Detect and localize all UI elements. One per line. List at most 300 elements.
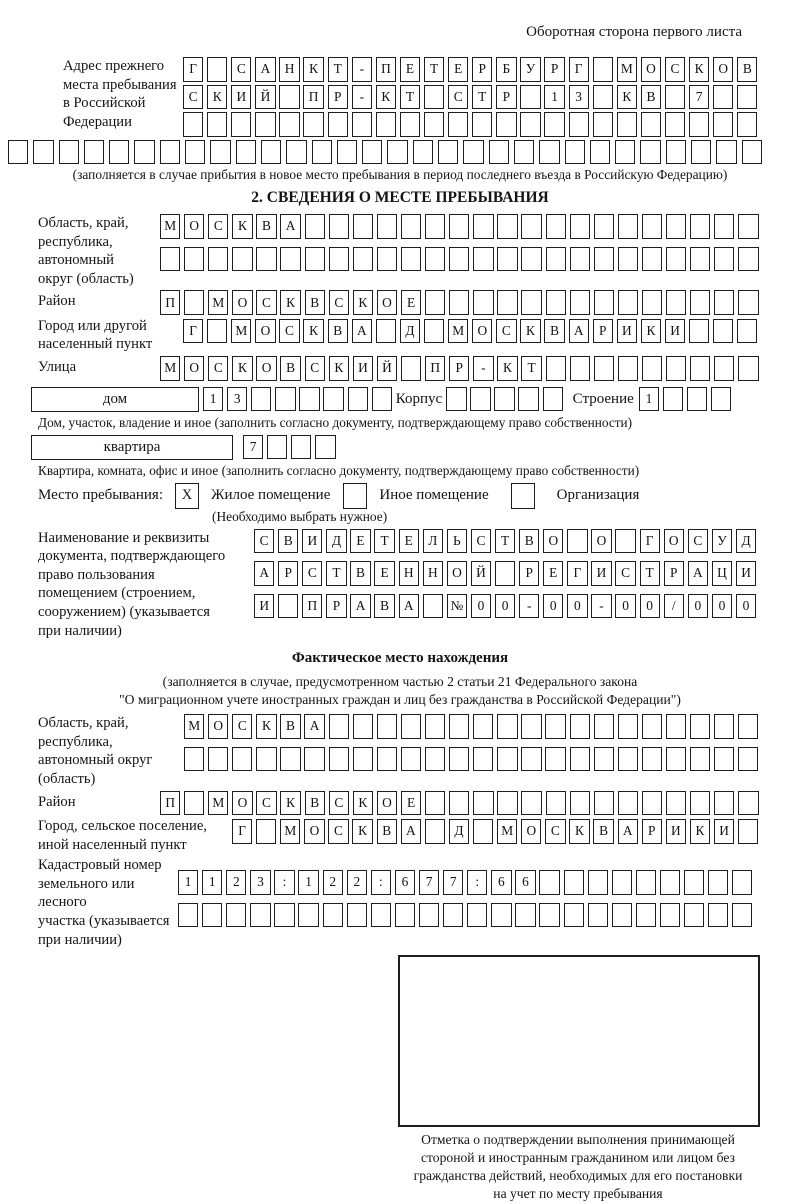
char-cell [690, 290, 710, 315]
char-cell [738, 747, 758, 772]
char-cell: И [591, 561, 611, 586]
char-cell [521, 791, 541, 816]
char-cell: 0 [471, 594, 491, 619]
char-cell [618, 791, 638, 816]
char-cell: 7 [689, 85, 709, 110]
char-cell [231, 112, 251, 137]
char-cell: Д [326, 529, 346, 554]
document-row-2 [254, 561, 760, 586]
char-cell: К [569, 819, 589, 844]
residential-checkbox-mark: X [181, 487, 193, 504]
char-cell: Р [496, 85, 516, 110]
char-cell: К [303, 319, 323, 344]
district-row [160, 290, 762, 315]
char-cell [521, 747, 541, 772]
char-cell: Р [642, 819, 662, 844]
char-cell [714, 747, 734, 772]
char-cell: О [256, 356, 276, 381]
char-cell [371, 903, 391, 928]
char-cell: А [304, 714, 324, 739]
cadastral-block [38, 856, 800, 949]
char-cell [329, 747, 349, 772]
char-cell [564, 870, 584, 895]
char-cell [660, 870, 680, 895]
char-cell: № [447, 594, 467, 619]
char-cell: В [328, 319, 348, 344]
char-cell [570, 747, 590, 772]
char-cell: Ц [712, 561, 732, 586]
char-cell [256, 747, 276, 772]
char-cell [353, 247, 373, 272]
char-cell [690, 214, 710, 239]
char-cell: О [232, 791, 252, 816]
char-cell [275, 387, 295, 412]
char-cell: А [352, 319, 372, 344]
char-cell [352, 112, 372, 137]
char-cell [593, 85, 613, 110]
char-cell: К [353, 290, 373, 315]
char-cell: 0 [567, 594, 587, 619]
apartment-cells [243, 435, 339, 460]
char-cell: 2 [226, 870, 246, 895]
prev-address-footnote: (заполняется в случае прибытия в новое место пребывания в период последнего въезда в Российскую Федерацию) [72, 167, 728, 182]
char-cell [109, 140, 129, 165]
char-cell [496, 112, 516, 137]
char-cell: С [615, 561, 635, 586]
char-cell: А [399, 594, 419, 619]
char-cell [642, 714, 662, 739]
char-cell: : [371, 870, 391, 895]
apartment-row [31, 435, 800, 460]
char-cell [210, 140, 230, 165]
char-cell [539, 870, 559, 895]
actual-district-label: Район [38, 793, 76, 810]
char-cell [665, 85, 685, 110]
char-cell: Й [255, 85, 275, 110]
cadastral-row-1 [178, 870, 756, 895]
char-cell: И [736, 561, 756, 586]
street-label: Улица [38, 359, 77, 376]
char-cell: К [689, 57, 709, 82]
char-cell: 0 [543, 594, 563, 619]
char-cell: С [329, 290, 349, 315]
char-cell [716, 140, 736, 165]
char-cell: С [254, 529, 274, 554]
char-cell: Г [183, 319, 203, 344]
char-cell: 0 [495, 594, 515, 619]
actual-region-row-2 [184, 747, 762, 772]
region-row-1 [160, 214, 762, 239]
char-cell: Й [377, 356, 397, 381]
char-cell: Т [495, 529, 515, 554]
char-cell: В [544, 319, 564, 344]
char-cell [425, 791, 445, 816]
char-cell [543, 387, 563, 412]
char-cell [424, 319, 444, 344]
char-cell: - [352, 85, 372, 110]
apartment-box: квартира [31, 435, 233, 460]
char-cell [84, 140, 104, 165]
char-cell [184, 747, 204, 772]
char-cell [636, 870, 656, 895]
char-cell: Л [423, 529, 443, 554]
region-rows [160, 214, 762, 274]
char-cell: О [543, 529, 563, 554]
char-cell [713, 319, 733, 344]
char-cell [665, 112, 685, 137]
char-cell: 2 [323, 870, 343, 895]
char-cell: Б [496, 57, 516, 82]
char-cell [202, 903, 222, 928]
district-block [38, 290, 800, 315]
char-cell [256, 247, 276, 272]
char-cell [377, 747, 397, 772]
char-cell [593, 57, 613, 82]
char-cell: А [569, 319, 589, 344]
char-cell [666, 714, 686, 739]
char-cell: С [183, 85, 203, 110]
char-cell [473, 247, 493, 272]
char-cell: Ь [447, 529, 467, 554]
document-rows [254, 529, 760, 622]
korpus-cells [446, 387, 566, 412]
char-cell [642, 214, 662, 239]
char-cell: И [302, 529, 322, 554]
char-cell [738, 791, 758, 816]
char-cell: 1 [639, 387, 659, 412]
char-cell: А [688, 561, 708, 586]
char-cell [401, 747, 421, 772]
char-cell [714, 214, 734, 239]
char-cell: Т [374, 529, 394, 554]
char-cell [618, 714, 638, 739]
char-cell [569, 112, 589, 137]
char-cell [497, 214, 517, 239]
char-cell: 0 [736, 594, 756, 619]
char-cell: У [520, 57, 540, 82]
char-cell: О [184, 214, 204, 239]
char-cell: О [377, 290, 397, 315]
char-cell [376, 112, 396, 137]
char-cell: И [666, 819, 686, 844]
char-cell: О [641, 57, 661, 82]
char-cell [470, 387, 490, 412]
char-cell [615, 529, 635, 554]
char-cell [401, 214, 421, 239]
actual-location-note: (заполняется в случае, предусмотренном частью 2 статьи 21 Федерального закона "О миграционном учете иностранных граждан и лиц без гражданства в Российской Федерации") [119, 674, 681, 707]
char-cell [690, 714, 710, 739]
cadastral-label: Кадастровый номер земельного или лесного участка (указывается при наличии) [38, 857, 170, 948]
char-cell: С [545, 819, 565, 844]
char-cell [280, 247, 300, 272]
char-cell [546, 247, 566, 272]
char-cell: 1 [298, 870, 318, 895]
char-cell [134, 140, 154, 165]
char-cell [618, 747, 638, 772]
confirmation-stamp-box [398, 955, 760, 1127]
char-cell [423, 594, 443, 619]
actual-region-rows [184, 714, 762, 774]
char-cell: Н [279, 57, 299, 82]
char-cell [738, 714, 758, 739]
char-cell: И [353, 356, 373, 381]
char-cell [687, 387, 707, 412]
actual-district-row [160, 791, 762, 816]
char-cell [663, 387, 683, 412]
residential-checkbox [175, 483, 199, 509]
char-cell [236, 140, 256, 165]
char-cell: Р [449, 356, 469, 381]
char-cell [424, 85, 444, 110]
char-cell [425, 214, 445, 239]
char-cell [520, 85, 540, 110]
char-cell [564, 903, 584, 928]
section2-title: 2. СВЕДЕНИЯ О МЕСТЕ ПРЕБЫВАНИЯ [251, 189, 549, 206]
char-cell [303, 112, 323, 137]
char-cell: Д [736, 529, 756, 554]
char-cell [347, 903, 367, 928]
char-cell [666, 791, 686, 816]
char-cell: В [278, 529, 298, 554]
char-cell [467, 903, 487, 928]
char-cell [714, 714, 734, 739]
city-block [38, 317, 800, 354]
street-row [160, 356, 762, 381]
char-cell: В [377, 819, 397, 844]
char-cell [642, 356, 662, 381]
char-cell: М [448, 319, 468, 344]
char-cell [323, 387, 343, 412]
char-cell [738, 247, 758, 272]
char-cell: О [208, 714, 228, 739]
char-cell: К [329, 356, 349, 381]
char-cell: Е [374, 561, 394, 586]
char-cell [737, 85, 757, 110]
actual-region-row-1 [184, 714, 762, 739]
char-cell [497, 791, 517, 816]
organization-option-label: Организация [556, 487, 640, 504]
char-cell [425, 747, 445, 772]
char-cell: К [256, 714, 276, 739]
char-cell: И [231, 85, 251, 110]
char-cell [642, 247, 662, 272]
char-cell: С [232, 714, 252, 739]
char-cell [617, 112, 637, 137]
prev-address-row-1 [183, 57, 761, 82]
char-cell [491, 903, 511, 928]
char-cell: С [496, 319, 516, 344]
char-cell: К [232, 214, 252, 239]
char-cell [618, 356, 638, 381]
char-cell [449, 714, 469, 739]
char-cell [593, 112, 613, 137]
char-cell: М [160, 356, 180, 381]
actual-region-block [38, 714, 800, 788]
document-row-3 [254, 594, 760, 619]
char-cell [642, 290, 662, 315]
char-cell: А [280, 214, 300, 239]
char-cell [328, 112, 348, 137]
char-cell: К [641, 319, 661, 344]
other-premises-option-label: Иное помещение [379, 487, 489, 504]
char-cell [594, 247, 614, 272]
actual-region-label: Область, край, республика, автономный округ (область) [38, 715, 153, 787]
region-block [38, 214, 800, 288]
char-cell: К [280, 290, 300, 315]
char-cell [280, 747, 300, 772]
char-cell [570, 214, 590, 239]
char-cell [539, 140, 559, 165]
char-cell: К [232, 356, 252, 381]
char-cell [424, 112, 444, 137]
char-cell: О [591, 529, 611, 554]
char-cell: : [467, 870, 487, 895]
char-cell: Н [399, 561, 419, 586]
char-cell: Р [519, 561, 539, 586]
char-cell [570, 714, 590, 739]
cadastral-row-2 [178, 903, 756, 928]
char-cell [448, 112, 468, 137]
char-cell: Е [399, 529, 419, 554]
char-cell [594, 747, 614, 772]
char-cell [337, 140, 357, 165]
char-cell [329, 714, 349, 739]
char-cell [184, 290, 204, 315]
char-cell: Д [400, 319, 420, 344]
document-label: Наименование и реквизиты документа, подтверждающего право пользования помещением (строением, сооружением) (указывается при наличии) [38, 529, 226, 639]
char-cell [473, 714, 493, 739]
char-cell [738, 214, 758, 239]
char-cell: М [280, 819, 300, 844]
char-cell [642, 791, 662, 816]
char-cell [279, 85, 299, 110]
char-cell: Р [664, 561, 684, 586]
char-cell [666, 290, 686, 315]
char-cell [377, 214, 397, 239]
char-cell [618, 214, 638, 239]
char-cell [570, 247, 590, 272]
char-cell: С [305, 356, 325, 381]
char-cell: Г [567, 561, 587, 586]
char-cell: Г [232, 819, 252, 844]
char-cell [185, 140, 205, 165]
char-cell [278, 594, 298, 619]
form-page [0, 24, 800, 1204]
char-cell [401, 247, 421, 272]
char-cell: О [304, 819, 324, 844]
char-cell [708, 870, 728, 895]
char-cell: Р [472, 57, 492, 82]
char-cell [59, 140, 79, 165]
char-cell [473, 290, 493, 315]
char-cell [612, 903, 632, 928]
char-cell: 7 [243, 435, 263, 460]
char-cell [666, 356, 686, 381]
char-cell [565, 140, 585, 165]
char-cell [515, 903, 535, 928]
confirmation-stamp-caption: Отметка о подтверждении выполнения принимающей стороной и иностранным гражданином или лицом без гражданства действий, необходимых для его постановки на учет по месту пребывания [413, 1132, 743, 1202]
char-cell: Е [543, 561, 563, 586]
char-cell: П [303, 85, 323, 110]
char-cell [612, 870, 632, 895]
char-cell: М [208, 791, 228, 816]
house-row [31, 387, 800, 412]
char-cell [520, 112, 540, 137]
char-cell: С [471, 529, 491, 554]
char-cell: И [714, 819, 734, 844]
char-cell [738, 819, 758, 844]
actual-city-label: Город, сельское поселение, иной населенный пункт [38, 818, 207, 853]
char-cell [226, 903, 246, 928]
char-cell [546, 791, 566, 816]
char-cell [521, 714, 541, 739]
char-cell: 3 [250, 870, 270, 895]
char-cell [738, 290, 758, 315]
char-cell [160, 140, 180, 165]
char-cell [690, 247, 710, 272]
char-cell [689, 319, 709, 344]
char-cell [684, 903, 704, 928]
char-cell [640, 140, 660, 165]
actual-city-block [38, 817, 800, 854]
char-cell [425, 819, 445, 844]
char-cell: 6 [395, 870, 415, 895]
char-cell: С [302, 561, 322, 586]
char-cell [305, 247, 325, 272]
char-cell [737, 319, 757, 344]
char-cell [291, 435, 311, 460]
char-cell [690, 747, 710, 772]
char-cell [279, 112, 299, 137]
char-cell [299, 387, 319, 412]
char-cell [274, 903, 294, 928]
char-cell [377, 714, 397, 739]
char-cell [323, 903, 343, 928]
char-cell [208, 747, 228, 772]
char-cell: Р [544, 57, 564, 82]
char-cell [183, 112, 203, 137]
char-cell: С [256, 791, 276, 816]
char-cell [472, 112, 492, 137]
char-cell: 6 [515, 870, 535, 895]
char-cell [401, 714, 421, 739]
char-cell: - [519, 594, 539, 619]
char-cell [449, 290, 469, 315]
char-cell: С [448, 85, 468, 110]
char-cell [449, 247, 469, 272]
house-caption: Дом, участок, владение и иное (заполнить согласно документу, подтверждающему право собственности) [38, 414, 633, 430]
char-cell [495, 561, 515, 586]
char-cell [618, 290, 638, 315]
char-cell [711, 387, 731, 412]
char-cell: В [305, 290, 325, 315]
stroenie-label: Строение [572, 390, 634, 407]
char-cell [494, 387, 514, 412]
prev-address-row-3 [183, 112, 761, 137]
char-cell [732, 870, 752, 895]
char-cell [666, 747, 686, 772]
char-cell [714, 290, 734, 315]
char-cell [376, 319, 396, 344]
char-cell [690, 356, 710, 381]
char-cell [714, 791, 734, 816]
char-cell [588, 903, 608, 928]
char-cell [713, 85, 733, 110]
char-cell: П [425, 356, 445, 381]
char-cell: С [329, 791, 349, 816]
char-cell: 2 [347, 870, 367, 895]
char-cell [588, 870, 608, 895]
